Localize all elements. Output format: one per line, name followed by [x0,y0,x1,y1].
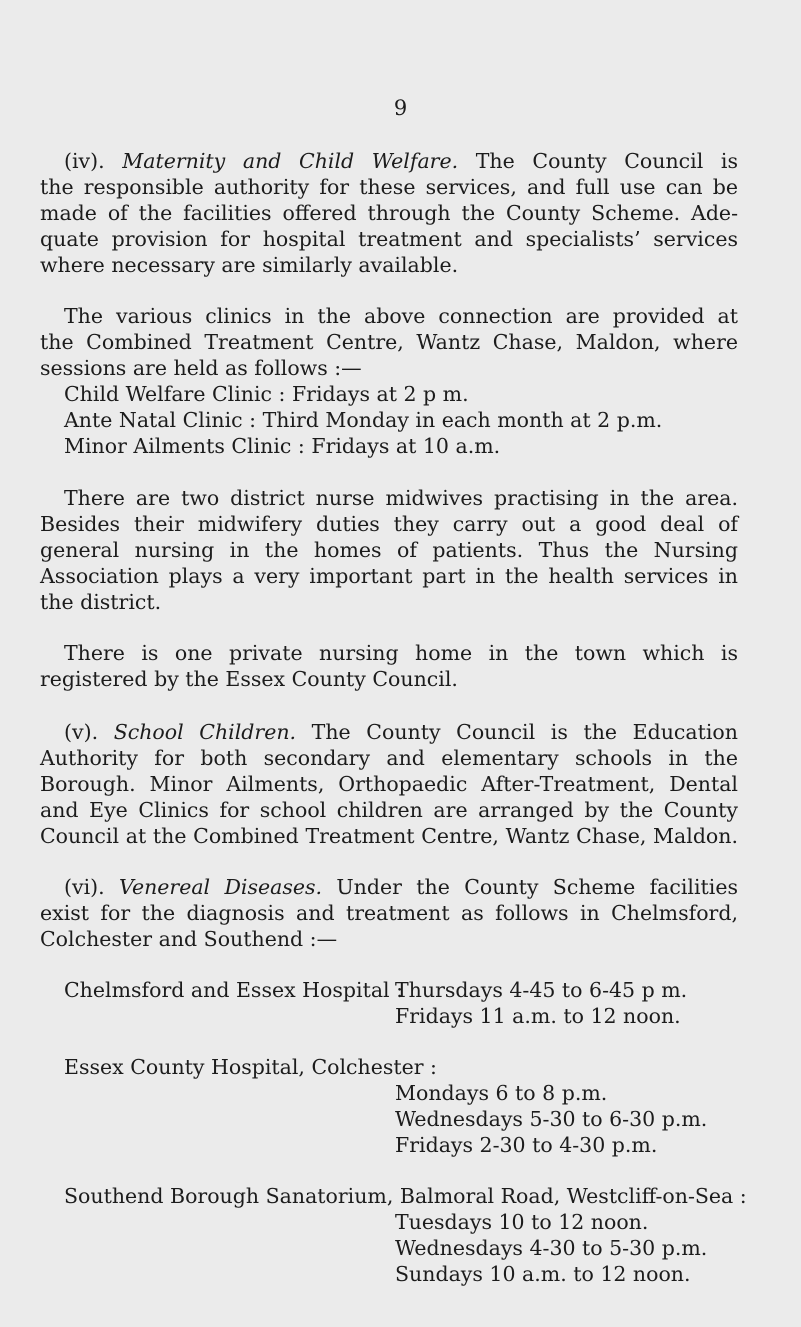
child-welfare-clinic: Child Welfare Clinic : Fridays at 2 p m. [64,382,469,406]
chelmsford-hospital-time-2: Fridays 11 a.m. to 12 noon. [395,1004,681,1028]
venereal-heading: Venereal Diseases. [119,875,323,899]
page-number: 9 [393,96,408,120]
southend-sanatorium-time-2: Wednesdays 4-30 to 5-30 p.m. [395,1236,708,1260]
venereal-label: (vi). [64,875,105,899]
maternity-line-5: where necessary are similarly available. [40,253,459,277]
midwives-line-5: the district. [40,590,162,614]
midwives-line-4: Association plays a very important part in the health services in [40,564,738,588]
southend-sanatorium-name: Southend Borough Sanatorium, Balmoral Road, Westcliff-on-Sea : [64,1184,747,1208]
midwives-line-1: There are two district nurse midwives practising in the area. [64,486,738,510]
maternity-label: (iv). [64,149,105,173]
maternity-heading: Maternity and Child Welfare. [122,149,459,173]
school-line-2: Authority for both secondary and elementary schools in the [40,746,738,770]
venereal-line-1-rest: Under the County Scheme facilities [336,875,738,899]
venereal-line-2: exist for the diagnosis and treatment as follows in Chelmsford, [40,901,738,925]
school-line-1 [64,722,738,743]
venereal-line-3: Colchester and Southend :— [40,927,338,951]
school-label: (v). [64,720,99,744]
ante-natal-clinic: Ante Natal Clinic : Third Monday in each month at 2 p.m. [64,408,663,432]
nursing-home-line-1: There is one private nursing home in the town which is [64,641,738,665]
school-heading: School Children. [113,720,297,744]
school-line-3: Borough. Minor Ailments, Orthopaedic After-Treatment, Dental [40,772,738,796]
colchester-hospital-name: Essex County Hospital, Colchester : [64,1055,437,1079]
clinics-line-3: sessions are held as follows :— [40,356,362,380]
colchester-hospital-time-3: Fridays 2-30 to 4-30 p.m. [395,1133,658,1157]
maternity-line-2: the responsible authority for these services, and full use can be [40,175,738,199]
maternity-line-4: quate provision for hospital treatment and specialists’ services [40,227,738,251]
school-line-1-rest: The County Council is the Education [311,720,738,744]
minor-ailments-clinic: Minor Ailments Clinic : Fridays at 10 a.m. [64,434,501,458]
school-line-5: Council at the Combined Treatment Centre, Wantz Chase, Maldon. [40,824,738,848]
maternity-line-1-rest: The County Council is [475,149,738,173]
southend-sanatorium-time-3: Sundays 10 a.m. to 12 noon. [395,1262,691,1286]
nursing-home-line-2: registered by the Essex County Council. [40,667,458,691]
maternity-line-1 [64,151,738,172]
maternity-line-3: made of the facilities offered through the County Scheme. Ade- [40,201,738,225]
colchester-hospital-time-2: Wednesdays 5-30 to 6-30 p.m. [395,1107,708,1131]
clinics-line-2: the Combined Treatment Centre, Wantz Chase, Maldon, where [40,330,738,354]
colchester-hospital-time-1: Mondays 6 to 8 p.m. [395,1081,608,1105]
chelmsford-hospital-time-1: Thursdays 4-45 to 6-45 p m. [395,978,688,1002]
clinics-line-1: The various clinics in the above connection are provided at [64,304,738,328]
venereal-line-1 [64,877,738,898]
chelmsford-hospital-name: Chelmsford and Essex Hospital : [64,978,404,1002]
southend-sanatorium-time-1: Tuesdays 10 to 12 noon. [395,1210,649,1234]
midwives-line-2: Besides their midwifery duties they carry out a good deal of [40,512,738,536]
school-line-4: and Eye Clinics for school children are arranged by the County [40,798,738,822]
midwives-line-3: general nursing in the homes of patients. Thus the Nursing [40,538,738,562]
